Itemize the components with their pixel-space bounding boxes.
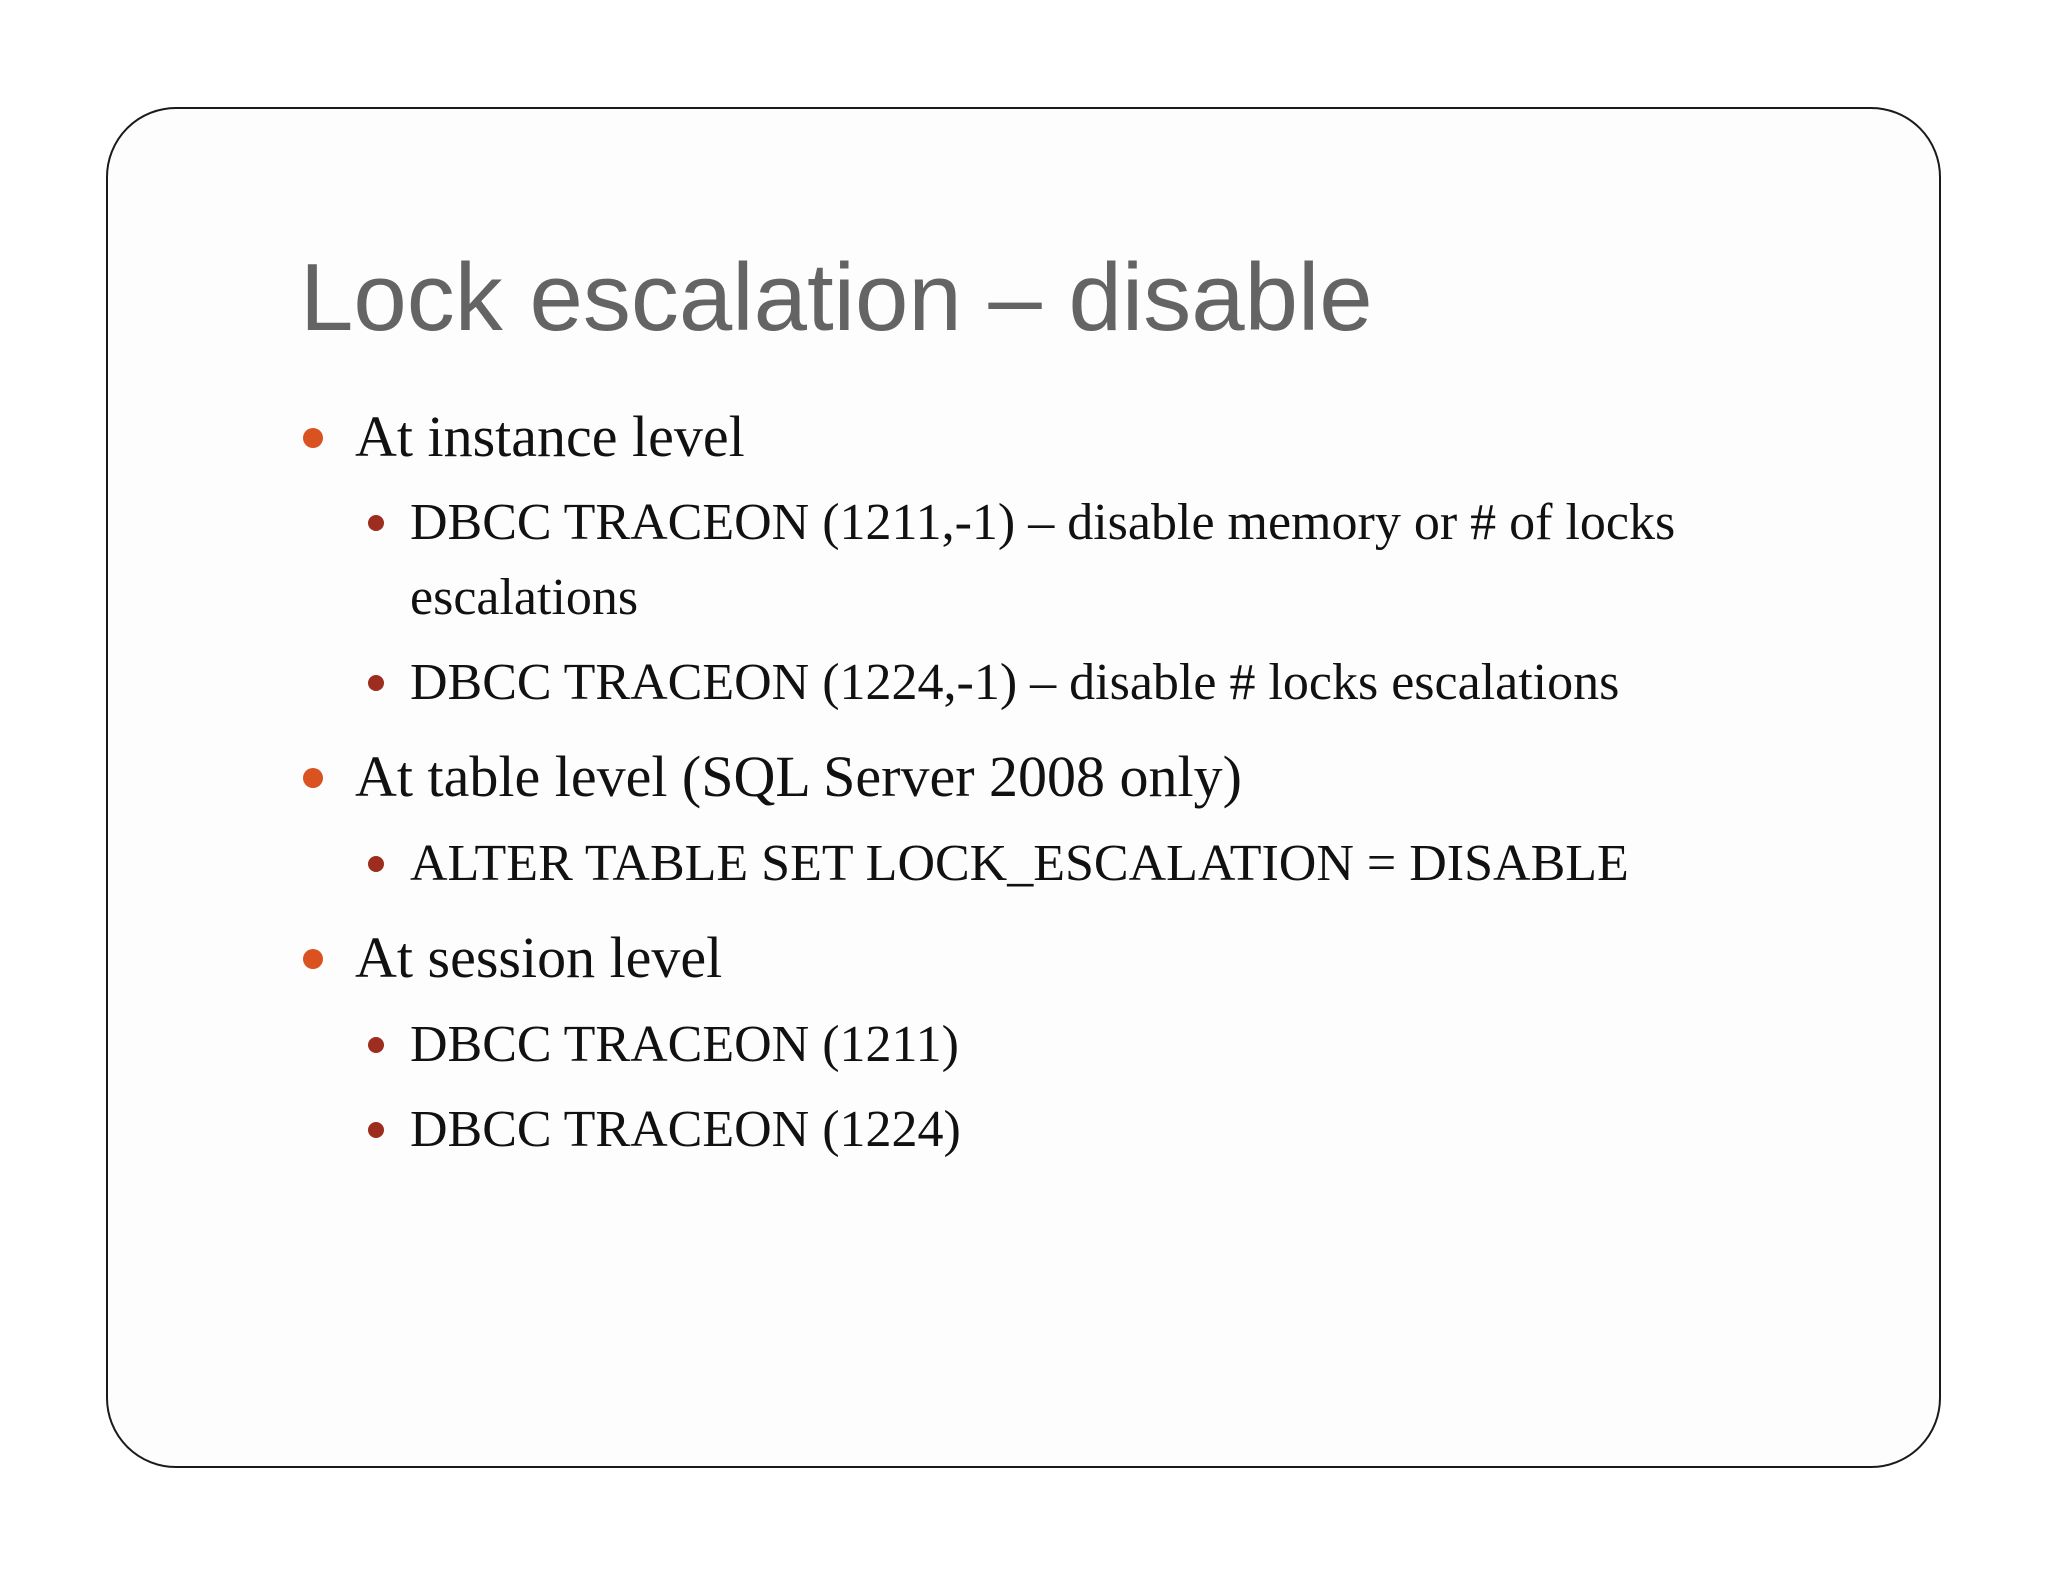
sub-bullet-text: DBCC TRACEON (1224) [410, 1101, 961, 1158]
sub-bullet-text: DBCC TRACEON (1211,-1) – disable memory or # of locks escalations [410, 494, 1676, 626]
sub-bullet-text: DBCC TRACEON (1224,-1) – disable # locks escalations [410, 654, 1620, 711]
sub-bullet-text: ALTER TABLE SET LOCK_ESCALATION = DISABLE [410, 835, 1629, 892]
bullet-text: At session level [355, 925, 723, 990]
sub-bullet-text: DBCC TRACEON (1211) [410, 1016, 959, 1073]
slide-title: Lock escalation – disable [300, 244, 1373, 351]
bullet-text: At instance level [355, 404, 745, 469]
bullet-text: At table level (SQL Server 2008 only) [355, 744, 1242, 809]
